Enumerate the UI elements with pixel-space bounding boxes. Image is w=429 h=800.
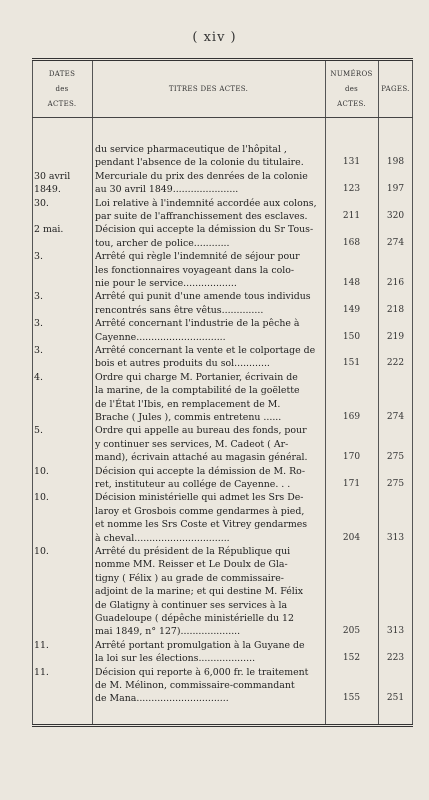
- row-date-line: 1849.: [34, 184, 61, 196]
- row-act-number: 151: [342, 358, 361, 369]
- row-title-line: Ordre qui appelle au bureau des fonds, pour: [95, 425, 307, 437]
- row-title: [95, 223, 323, 250]
- row-title: [95, 424, 323, 464]
- row-title: [95, 545, 323, 639]
- row-title-line: Arrêté qui punit d'une amende tous individus: [95, 291, 311, 303]
- row-title-line: de M. Mélinon, commissaire-commandant: [95, 680, 295, 691]
- row-date-line: 11.: [34, 666, 49, 678]
- header-dates: [32, 61, 92, 117]
- header-titres: [92, 61, 325, 117]
- row-title: [95, 143, 323, 170]
- row-title-line: pendant l'absence de la colonie du titulaire.: [95, 157, 304, 169]
- row-title: [95, 639, 323, 666]
- row-title-line: Décision qui accepte la démission de M. Ro-: [95, 465, 305, 477]
- row-title-line: Ordre qui charge M. Portanier, écrivain de: [95, 371, 298, 383]
- row-title-line: Décision qui reporte à 6,000 fr. le traitement: [95, 666, 309, 678]
- row-date: [34, 491, 90, 504]
- row-date: [34, 344, 90, 357]
- row-act-number: 150: [342, 331, 361, 342]
- row-title-line: Arrêté qui règle l'indemnité de séjour pour: [95, 251, 300, 263]
- row-title-line: mand), écrivain attaché au magasin général.: [95, 452, 308, 464]
- row-title: [95, 666, 323, 706]
- row-page-number: 275: [386, 452, 405, 463]
- row-title-line: ret, instituteur au collége de Cayenne. . .: [95, 479, 291, 490]
- row-act-number: 211: [342, 210, 361, 221]
- row-act-number: 149: [342, 304, 361, 315]
- row-date: [34, 170, 90, 197]
- row-title-line: Arrêté du président de la République qui: [95, 546, 291, 557]
- column-rule: [92, 61, 93, 724]
- row-act-number: 148: [342, 277, 361, 288]
- row-date: [34, 639, 90, 652]
- row-act-number: 123: [342, 184, 361, 195]
- row-title-line: Cayenne..............................: [95, 331, 226, 343]
- row-date-line: 2 mai.: [34, 224, 64, 236]
- row-title-line: bois et autres produits du sol............: [95, 358, 270, 370]
- row-page-number: 274: [386, 237, 405, 248]
- row-act-number: 131: [342, 157, 361, 168]
- row-title-line: la marine, de la comptabilité de la goëlette: [95, 385, 300, 397]
- row-title-line: Arrêté concernant la vente et le colportage de: [95, 345, 316, 356]
- row-title-line: de Mana...............................: [95, 693, 229, 705]
- row-act-number: 205: [342, 626, 361, 637]
- row-title-line: Loi relative à l'indemnité accordée aux colons,: [95, 197, 317, 209]
- row-title-line: rencontrés sans être vêtus..............: [95, 304, 264, 316]
- row-page-number: 251: [386, 693, 405, 704]
- row-page-number: 313: [386, 532, 405, 543]
- header-pages-label: PAGES.: [381, 84, 410, 93]
- row-title: [95, 250, 323, 290]
- table-of-acts: [32, 58, 413, 727]
- row-page-number: 216: [386, 277, 405, 288]
- header-numeros-line: ACTES.: [337, 99, 366, 108]
- row-title: [95, 371, 323, 425]
- row-title-line: y continuer ses services, M. Cadeot ( Ar-: [95, 438, 289, 450]
- row-date-line: 3.: [34, 251, 43, 263]
- column-rule: [32, 61, 33, 724]
- header-dates-line: des: [55, 84, 69, 93]
- row-date-line: 3.: [34, 345, 43, 356]
- row-date: [34, 317, 90, 330]
- row-title-line: laroy et Grosbois comme gendarmes à pied,: [95, 505, 305, 517]
- header-dates-line: DATES: [48, 69, 76, 78]
- row-act-number: 170: [342, 452, 361, 463]
- row-date: [34, 666, 90, 679]
- row-date-line: 30.: [34, 197, 49, 209]
- row-title-line: Arrêté portant promulgation à la Guyane de: [95, 639, 305, 651]
- row-date-line: 4.: [34, 371, 43, 383]
- row-title-line: Guadeloupe ( dépêche ministérielle du 12: [95, 613, 294, 625]
- row-date: [34, 465, 90, 478]
- header-numeros-line: NUMÉROS: [330, 69, 373, 78]
- row-title: [95, 317, 323, 344]
- row-title-line: à cheval................................: [95, 532, 230, 544]
- page-number: ( xiv ): [192, 30, 237, 45]
- row-date-line: 11.: [34, 639, 49, 651]
- row-title-line: nie pour le service..................: [95, 278, 237, 289]
- row-title-line: Brache ( Jules ), commis entretenu ......: [95, 412, 282, 424]
- header-numeros-line: des: [344, 84, 359, 93]
- row-act-number: 169: [342, 411, 361, 422]
- row-date: [34, 197, 90, 210]
- row-act-number: 168: [342, 237, 361, 248]
- row-title: [95, 197, 323, 224]
- row-title-line: Arrêté concernant l'industrie de la pêche à: [95, 318, 300, 330]
- row-title-line: tigny ( Félix ) au grade de commissaire-: [95, 572, 284, 584]
- row-page-number: 198: [386, 157, 405, 168]
- row-date-line: 5.: [34, 425, 43, 437]
- row-title: [95, 290, 323, 317]
- row-date: [34, 223, 90, 236]
- row-title-line: tou, archer de police............: [95, 237, 230, 249]
- row-page-number: 313: [386, 626, 405, 637]
- row-title-line: de Glatigny à continuer ses services à la: [95, 599, 288, 611]
- row-title: [95, 170, 323, 197]
- row-title-line: Décision ministérielle qui admet les Srs De-: [95, 492, 304, 504]
- row-date: [34, 424, 90, 437]
- row-act-number: 152: [342, 653, 361, 664]
- row-title-line: les fonctionnaires voyageant dans la colo-: [95, 264, 295, 276]
- row-title-line: par suite de l'affranchissement des esclaves.: [95, 211, 308, 222]
- row-date-line: 3.: [34, 318, 43, 330]
- row-date-line: 10.: [34, 546, 49, 557]
- row-act-number: 204: [342, 532, 361, 543]
- row-date: [34, 250, 90, 263]
- row-date: [34, 371, 90, 384]
- header-pages: [378, 61, 413, 117]
- row-title-line: et nomme les Srs Coste et Vitrey gendarmes: [95, 519, 308, 531]
- row-title-line: Mercuriale du prix des denrées de la colonie: [95, 170, 308, 182]
- row-title-line: la loi sur les élections...................: [95, 653, 256, 665]
- header-titres-label: TITRES DES ACTES.: [168, 84, 249, 93]
- row-title-line: Décision qui accepte la démission du Sr Tous-: [95, 224, 314, 236]
- table-header: [32, 61, 413, 118]
- row-title-line: nomme MM. Reisser et Le Doulx de Gla-: [95, 559, 288, 571]
- header-dates-line: ACTES.: [47, 99, 77, 108]
- row-act-number: 155: [342, 693, 361, 704]
- row-title-line: au 30 avril 1849......................: [95, 184, 239, 196]
- row-page-number: 219: [386, 331, 405, 342]
- row-date-line: 10.: [34, 465, 49, 477]
- row-title-line: de l'État l'Ibis, en remplacement de M.: [95, 398, 281, 410]
- row-act-number: 171: [342, 478, 361, 489]
- row-page-number: 223: [386, 653, 405, 664]
- row-date-line: 30 avril: [34, 170, 71, 182]
- row-page-number: 197: [386, 184, 405, 195]
- row-title: [95, 465, 323, 492]
- row-date-line: 10.: [34, 492, 49, 504]
- row-date-line: 3.: [34, 291, 43, 303]
- row-page-number: 222: [386, 358, 405, 369]
- row-title-line: mai 1849, n° 127)....................: [95, 626, 241, 638]
- row-title-line: du service pharmaceutique de l'hôpital ,: [95, 144, 287, 155]
- row-title: [95, 344, 323, 371]
- header-numeros: [325, 61, 378, 117]
- row-date: [34, 290, 90, 303]
- row-page-number: 218: [386, 304, 405, 315]
- row-date: [34, 545, 90, 558]
- row-page-number: 274: [386, 411, 405, 422]
- row-page-number: 275: [386, 478, 405, 489]
- row-title-line: adjoint de la marine; et qui destine M. Félix: [95, 586, 304, 598]
- row-title: [95, 491, 323, 545]
- row-page-number: 320: [386, 210, 405, 221]
